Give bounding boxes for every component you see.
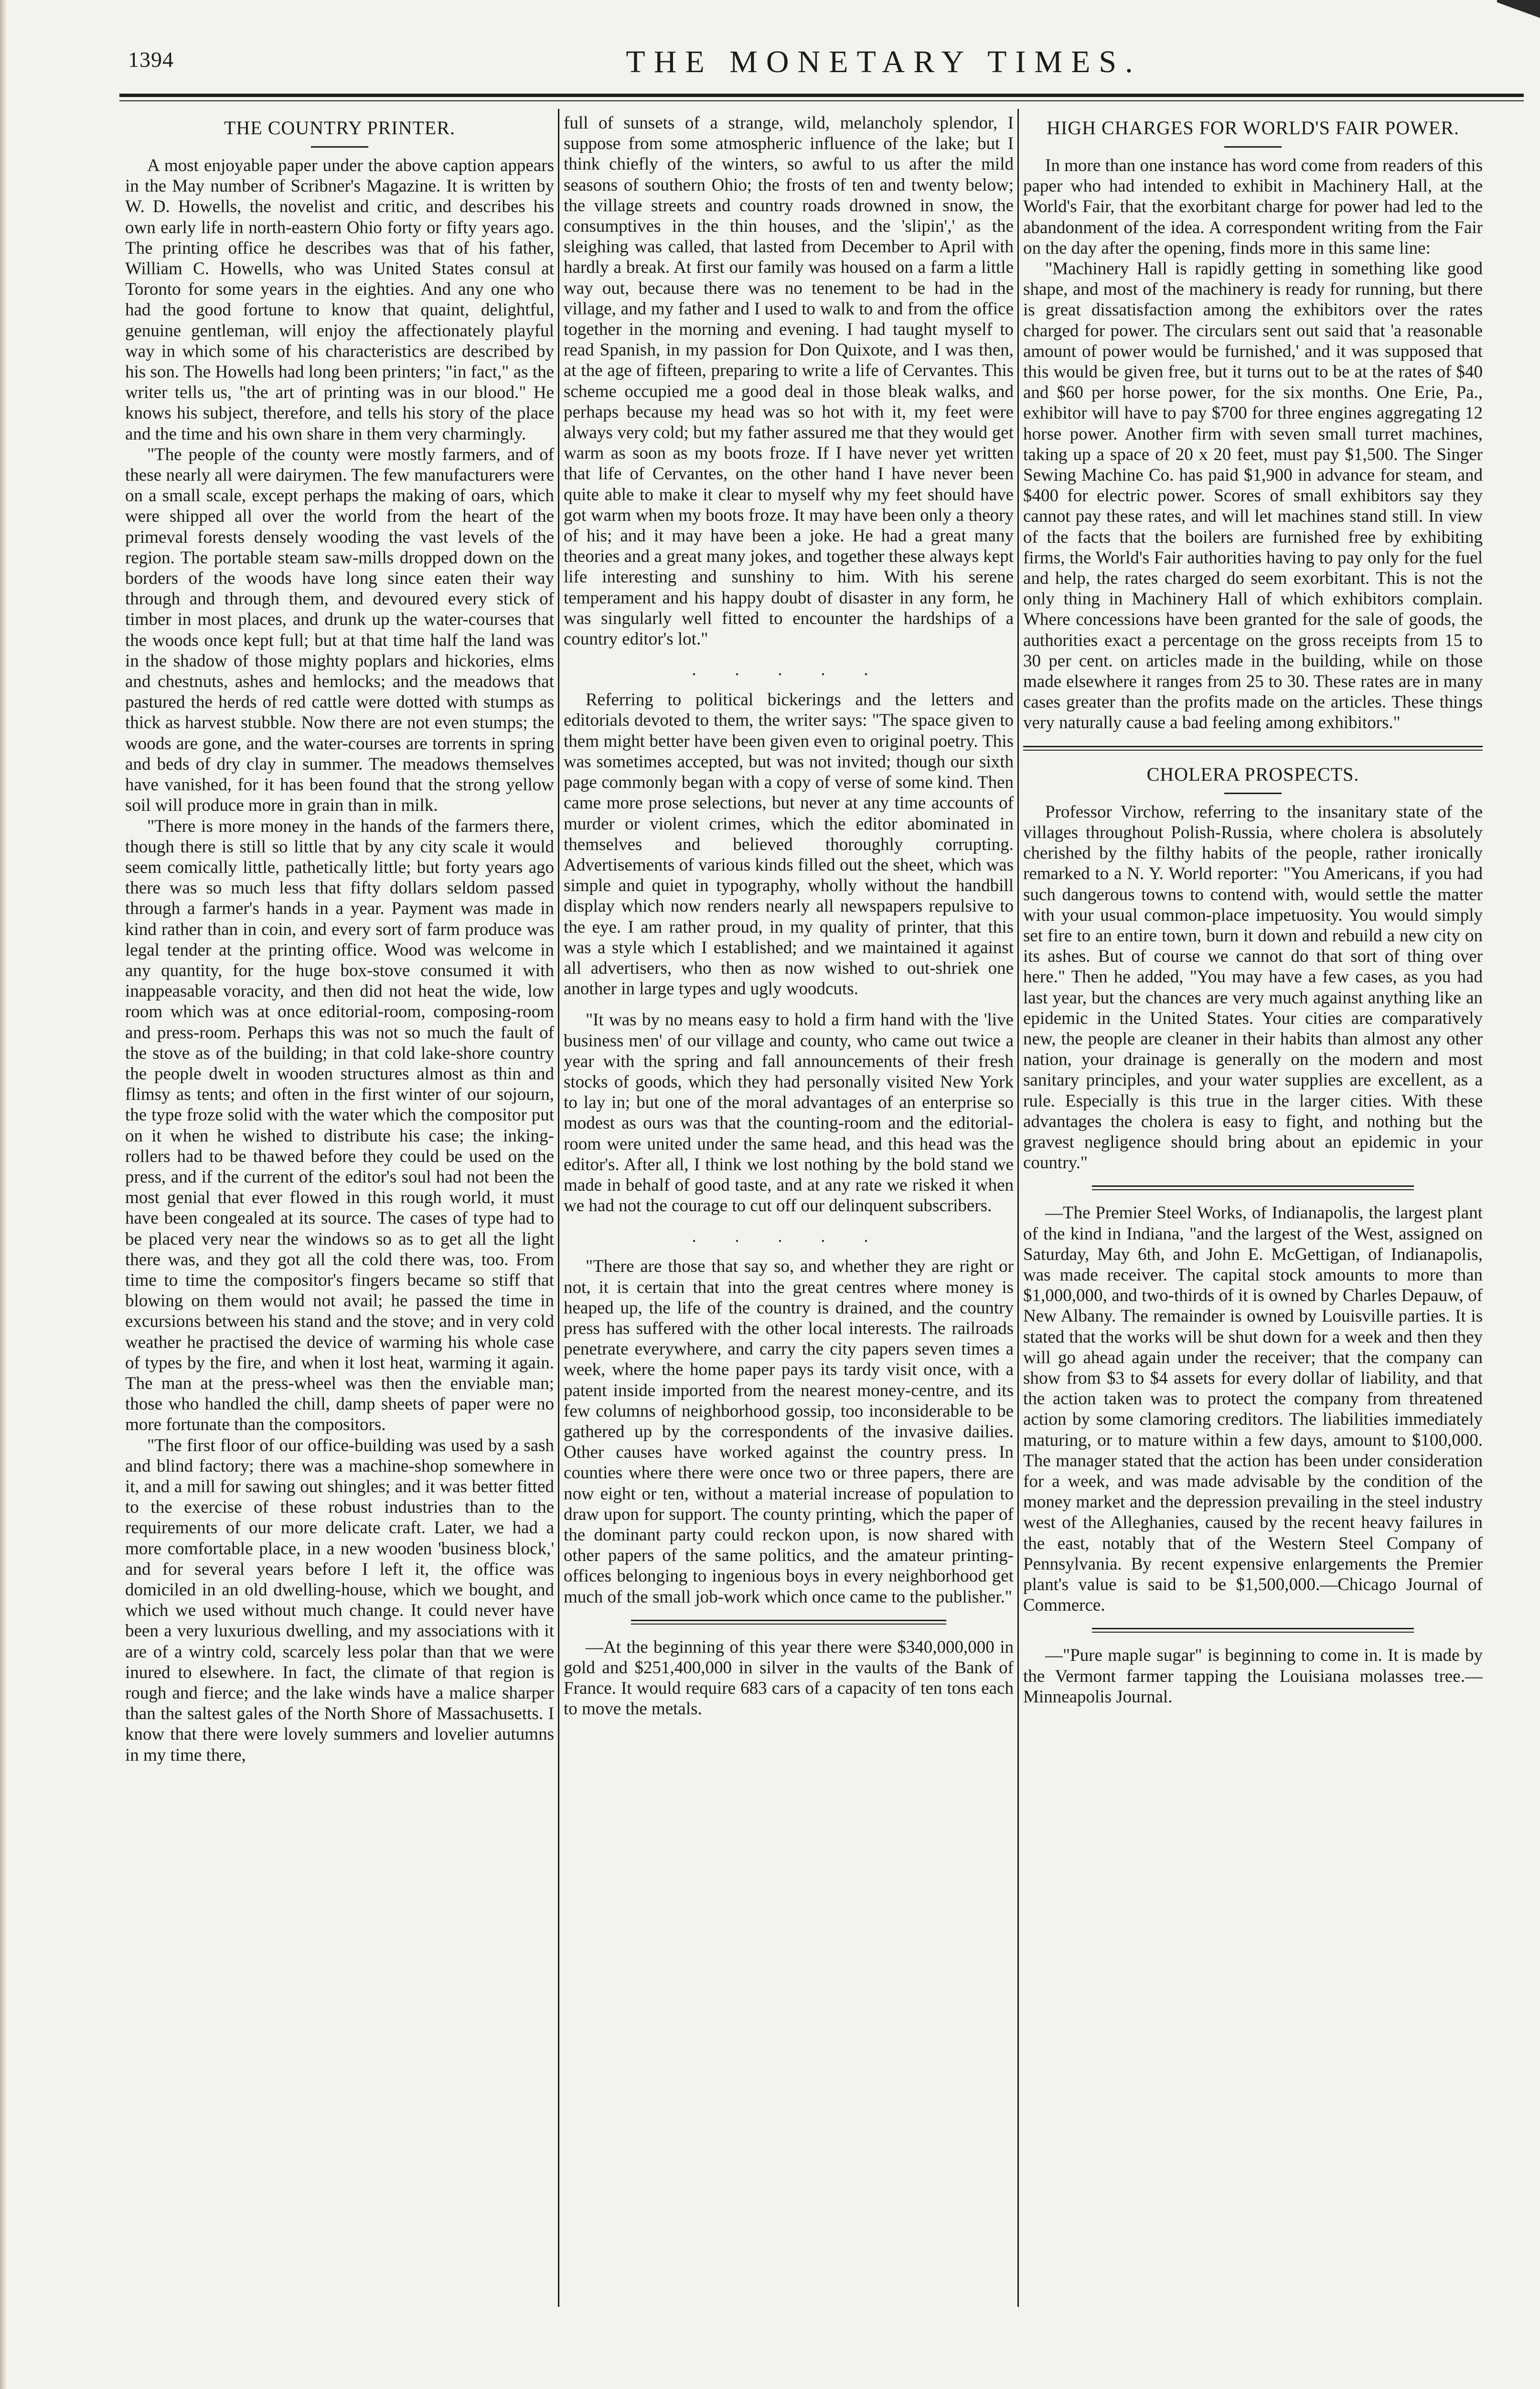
- column-2: [564, 113, 1014, 2363]
- heading-underline: [311, 146, 368, 148]
- article-separator: [1023, 1185, 1483, 1190]
- heading-underline: [1224, 146, 1282, 148]
- page-edge-shadow: [0, 0, 7, 2389]
- paragraph: —"Pure maple sugar" is beginning to come in. It is made by the Vermont farmer tapping the Louisiana molasses tree.—Minneapolis Journal.: [1023, 1646, 1483, 1707]
- paragraph: —The Premier Steel Works, of Indianapolis, the largest plant of the kind in Indiana, "and the largest of the West, assigned on Saturday, May 6th, and John E. McGettigan, of Indianapolis, was made receiver. The capital stock amounts to more than $1,000,000, and two-thirds of it is owned by Charles Depauw, of New Albany. The remainder is owned by Louisville parties. It is stated that the works will be shut down for a week and then they will go ahead again under the receiver; that the company can show from $3 to $4 assets for every dollar of liability, and that the action taken was to protect the company from threatened action by some clamoring creditors. The liabilities immediately maturing, or to mature within a few days, amount to $100,000. The manager stated that the action has been under consideration for a week, and was made advisable by the condition of the money market and the depression prevailing in the steel industry west of the Alleghanies, caused by the recent heavy failures in the east, notably that of the Western Steel Company of Pennsylvania. By recent expensive enlargements the Premier plant's value is said to be $1,500,000.—Chicago Journal of Commerce.: [1023, 1203, 1483, 1615]
- torn-corner: [1497, 0, 1540, 29]
- header-rule-thin: [119, 100, 1524, 101]
- article-separator: [1023, 1628, 1483, 1633]
- paragraph: "The people of the county were mostly farmers, and of these nearly all were dairymen. The few manufacturers were on a small scale, except perhaps the making of oars, which were shipped all over the world from the heart of the primeval forests densely wooding the vast levels of the region. The portable steam saw-mills dropped down on the borders of the woods have long since eaten their way through and through them, and devoured every stick of timber in most places, and drunk up the water-courses that the woods once kept full; but at that time half the land was in the shadow of those mighty poplars and hickories, elms and chestnuts, ashes and hemlocks; and the meadows that pastured the herds of red cattle were dotted with stumps as thick as harvest stubble. Now there are not even stumps; the woods are gone, and the water-courses are torrents in spring and beds of dry clay in summer. The meadows themselves have vanished, for it has been found that the strong yellow soil will produce more in grain than in milk.: [125, 444, 554, 816]
- column-divider-1: [558, 109, 559, 2307]
- column-3: [1023, 113, 1483, 2363]
- paragraph: In more than one instance has word come from readers of this paper who had intended to exhibit in Machinery Hall, at the World's Fair, that the exorbitant charge for power had led to the abandonment of the idea. A correspondent writing from the Fair on the day after the opening, finds more in this same line:: [1023, 156, 1483, 258]
- paragraph: "There is more money in the hands of the farmers there, though there is still so little that by any city scale it would seem comically little, pathetically little; but forty years ago there was so much less that fifty dollars seldom passed through a farmer's hands in a year. Payment was made in kind rather than in coin, and every sort of farm produce was legal tender at the printing office. Wood was welcome in any quantity, for the huge box-stove consumed it with inappeasable voracity, and then did not heat the wide, low room which was at once editorial-room, composing-room and press-room. Perhaps this was not so much the fault of the stove as of the building; in that cold lake-shore country the people dwelt in wooden structures almost as thin and flimsy as tents; and often in the first winter of our sojourn, the type froze solid with the water which the compositor put on it when he wished to distribute his case; the inking-rollers had to be thawed before they could be used on the press, and if the current of the editor's soul had not been the most genial that ever flowed in this rough world, it must have been congealed at its source. The cases of type had to be placed very near the windows so as to get all the light there was, and they got all the cold there was, too. From time to time the compositor's fingers became so stiff that blowing on them would not avail; he passed the time in excursions between his stand and the stove; and in very cold weather he practised the device of warming his whole case of types by the fire, and when it lost heat, warming it again. The man at the press-wheel was then the enviable man; those who handled the chill, damp sheets of paper were no more fortunate than the compositors.: [125, 816, 554, 1435]
- column-1: [125, 113, 554, 2363]
- paragraph: "Machinery Hall is rapidly getting in something like good shape, and most of the machinery is ready for running, but there is great dissatisfaction among the exhibitors over the rates charged for power. The circulars sent out said that 'a reasonable amount of power would be furnished,' and it was supposed that this would be given free, but it turns out to be at the rates of $40 and $60 per horse power, for the six months. One Erie, Pa., exhibitor will have to pay $700 for three engines aggregating 12 horse power. Another firm with seven small turret machines, taking up a space of 20 x 20 feet, must pay $1,500. The Singer Sewing Machine Co. has paid $1,900 in advance for steam, and $400 for electric power. Scores of small exhibitors say they cannot pay these rates, and will let machines stand still. In view of the facts that the boilers are furnished free by exhibiting firms, the World's Fair authorities having to pay only for the fuel and help, the rates charged do seem exorbitant. This is not the only thing in Machinery Hall of which exhibitors complain. Where concessions have been granted for the sale of goods, the authorities exact a percentage on the gross receipts from 15 to 30 per cent. on articles made in the building, while on those made elsewhere it ranges from 25 to 30. These rates are in many cases greater than the profits made on the articles. These things very naturally cause a bad feeling among exhibitors.": [1023, 259, 1483, 733]
- paragraph: A most enjoyable paper under the above caption appears in the May number of Scribner's Magazine. It is written by W. D. Howells, the novelist and critic, and describes his own early life in north-eastern Ohio forty or fifty years ago. The printing office he describes was that of his father, William C. Howells, who was United States consul at Toronto for some years in the eighties. And any one who had the good fortune to know that quaint, delightful, genuine gentleman, will enjoy the affectionately playful way in which some of his characteristics are described by his son. The Howells had long been printers; "in fact," as the writer tells us, "the art of printing was in our blood." He knows his subject, therefore, and tells his story of the place and the time and his own share in them very charmingly.: [125, 156, 554, 444]
- section-dots: . . . . .: [692, 660, 886, 679]
- article-heading-country-printer: THE COUNTRY PRINTER.: [224, 117, 456, 139]
- paragraph: —At the beginning of this year there were $340,000,000 in gold and $251,400,000 in silver in the vaults of the Bank of France. It would require 683 cars of a capacity of ten tons each to move the metals.: [564, 1637, 1014, 1719]
- paragraph: "There are those that say so, and whether they are right or not, it is certain that into the great centres where money is heaped up, the life of the country is drained, and the country press has suffered with the other local interests. The railroads penetrate everywhere, and carry the city papers seven times a week, where the home paper pays its tardy visit once, with a patent inside imported from the nearest money-centre, and its few columns of neighborhood gossip, too inconsiderable to be gathered up by the correspondents of the invasive dailies. Other causes have worked against the country press. In counties where there were once two or three papers, there are now eight or ten, without a material increase of population to draw upon for support. The county printing, which the paper of the dominant party could reckon upon, is now shared with other papers of the same politics, and the amateur printing-offices belonging to ingenious boys in every neighborhood get much of the small job-work which once came to the publisher.": [564, 1257, 1014, 1607]
- paragraph: Referring to political bickerings and the letters and editorials devoted to them, the writer says: "The space given to them might better have been given even to original poetry. This was sometimes accepted, but was not invited; though our sixth page commonly began with a copy of verse of some kind. Then came more prose selections, but never at any time accounts of murder or violent crimes, which the editor abominated in themselves and believed thoroughly corrupting. Advertisements of various kinds filled out the sheet, which was simple and quiet in typography, wholly without the handbill display which now renders nearly all newspapers repulsive to the eye. I am rather proud, in my quality of printer, that this was a style which I established; and we maintained it against all advertisers, who then as now wished to out-shriek one another in large types and ugly woodcuts.: [564, 690, 1014, 999]
- heading-underline: [1224, 793, 1282, 794]
- article-separator: [564, 1620, 1014, 1625]
- article-separator: [1023, 746, 1483, 751]
- paragraph: Professor Virchow, referring to the insanitary state of the villages throughout Polish-Russia, where cholera is absolutely cherished by the filthy habits of the people, rather ironically remarked to a N. Y. World reporter: "You Americans, if you had such dangerous towns to contend with, would settle the matter with your usual common-place impetuosity. You would simply set fire to an entire town, burn it down and rebuild a new city on its ashes. But of course we cannot do that sort of thing over here." Then he added, "You may have a few cases, as you had last year, but the chances are very much against anything like an epidemic in the United States. Your cities are comparatively new, the people are cleaner in their habits than almost any other nation, your drainage is generally on the modern and most sanitary principles, and your water supplies are excellent, as a rule. Especially is this true in the larger cities. With these advantages the cholera is easy to fight, and nothing but the gravest negligence should bring about an epidemic in your country.": [1023, 802, 1483, 1173]
- page-number: 1394: [128, 47, 174, 72]
- article-heading-cholera: CHOLERA PROSPECTS.: [1146, 763, 1359, 785]
- paragraph: full of sunsets of a strange, wild, melancholy splendor, I suppose from some atmospheric influence of the lake; but I think chiefly of the winters, so awful to us after the mild seasons of southern Ohio; the frosts of ten and twenty below; the village streets and country roads drowned in snow, the consumptives in the thin houses, and the 'slipin',' as the sleighing was called, that lasted from December to April with hardly a break. At first our family was housed on a farm a little way out, because there was no tenement to be had in the village, and my father and I used to walk to and from the office together in the morning and evening. I had taught myself to read Spanish, in my passion for Don Quixote, and I was then, at the age of fifteen, preparing to write a life of Cervantes. This scheme occupied me a good deal in those bleak walks, and perhaps because my head was so hot with it, my feet were always very cold; but my father assured me that they would get warm as soon as my boots froze. If I have never yet written that life of Cervantes, on the other hand I have never been quite able to make it clear to myself why my feet should have got warm when my boots froze. It may have been only a theory of his; and it may have been a joke. He had a great many theories and a great many jokes, and together these always kept life interesting and sunshiny to him. With his serene temperament and his happy doubt of disaster in any form, he was singularly well fitted to encounter the hardships of a country editor's lot.": [564, 113, 1014, 649]
- header-rule-thick: [119, 94, 1524, 97]
- article-heading-worlds-fair-power: HIGH CHARGES FOR WORLD'S FAIR POWER.: [1046, 117, 1460, 139]
- section-dots: . . . . .: [692, 1227, 886, 1246]
- paragraph: "It was by no means easy to hold a firm hand with the 'live business men' of our village and county, who came out twice a year with the spring and fall announcements of their fresh stocks of goods, which they had personally visited New York to lay in; but one of the moral advantages of an enterprise so modest as ours was that the counting-room and the editorial-room were united under the same head, and this head was the editor's. After all, I think we lost nothing by the bold stand we made in behalf of good taste, and at any rate we risked it when we had not the courage to cut off our delinquent subscribers.: [564, 1010, 1014, 1216]
- masthead: THE MONETARY TIMES.: [626, 44, 1142, 79]
- column-divider-2: [1017, 109, 1019, 2307]
- paragraph: "The first floor of our office-building was used by a sash and blind factory; there was a machine-shop somewhere in it, and a mill for sawing out shingles; and it was better fitted to the exercise of these robust industries than to the requirements of our more delicate craft. Later, we had a more comfortable place, in a new wooden 'business block,' and for several years before I left it, the office was domiciled in an old dwelling-house, which we bought, and which we used without much change. It could never have been a very luxurious dwelling, and my associations with it are of a wintry cold, scarcely less polar than that we were inured to elsewhere. In fact, the climate of that region is rough and fierce; and the lake winds have a malice sharper than the saltest gales of the North Shore of Massachusetts. I know that there were lovely summers and lovelier autumns in my time there,: [125, 1435, 554, 1765]
